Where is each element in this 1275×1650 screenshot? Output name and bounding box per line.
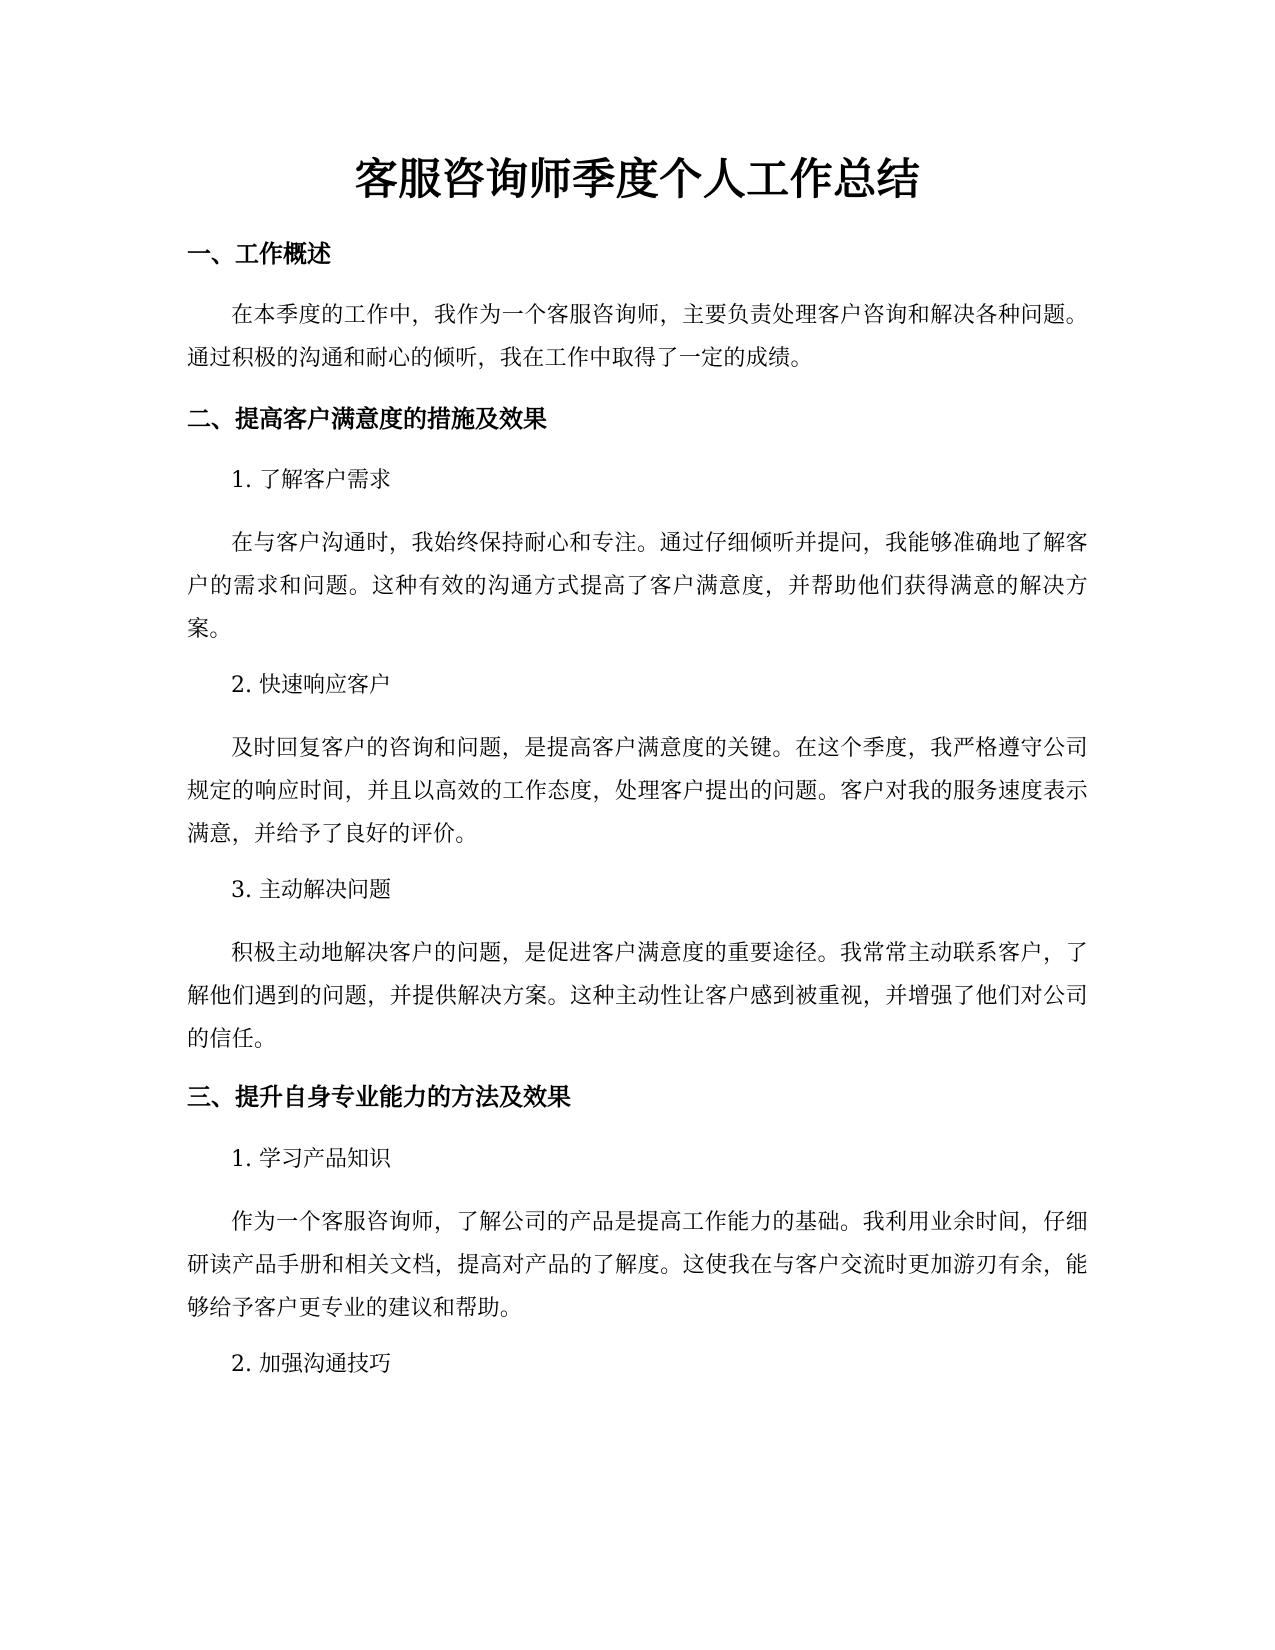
section-heading-overview: 一、工作概述 <box>187 240 331 268</box>
section-heading-professional: 三、提升自身专业能力的方法及效果 <box>187 1083 571 1111</box>
paragraph-product-knowledge: 作为一个客服咨询师，了解公司的产品是提高工作能力的基础。我利用业余时间，仔细研读产品手册和相关文档，提高对产品的了解度。这使我在与客户交流时更加游刃有余，能够给予客户更专业的建议和帮助。 <box>187 1210 1088 1321</box>
subheading-understand-needs: 1. 了解客户需求 <box>231 468 391 493</box>
paragraph-proactive: 积极主动地解决客户的问题，是促进客户满意度的重要途径。我常常主动联系客户，了解他们遇到的问题，并提供解决方案。这种主动性让客户感到被重视，并增强了他们对公司的信任。 <box>187 941 1088 1052</box>
paragraph-understand-needs: 在与客户沟通时，我始终保持耐心和专注。通过仔细倾听并提问，我能够准确地了解客户的需求和问题。这种有效的沟通方式提高了客户满意度，并帮助他们获得满意的解决方案。 <box>187 531 1088 642</box>
paragraph-fast-response: 及时回复客户的咨询和问题，是提高客户满意度的关键。在这个季度，我严格遵守公司规定的响应时间，并且以高效的工作态度，处理客户提出的问题。客户对我的服务速度表示满意，并给予了良好的评价。 <box>187 736 1088 847</box>
subheading-communication-skills: 2. 加强沟通技巧 <box>231 1352 391 1377</box>
subheading-proactive: 3. 主动解决问题 <box>231 878 391 903</box>
document-title: 客服咨询师季度个人工作总结 <box>354 155 921 205</box>
section-paragraph-overview: 在本季度的工作中，我作为一个客服咨询师，主要负责处理客户咨询和解决各种问题。通过积极的沟通和耐心的倾听，我在工作中取得了一定的成绩。 <box>187 303 1088 371</box>
subheading-product-knowledge: 1. 学习产品知识 <box>231 1147 391 1172</box>
section-heading-satisfaction: 二、提高客户满意度的措施及效果 <box>187 405 547 433</box>
subheading-fast-response: 2. 快速响应客户 <box>231 673 391 698</box>
